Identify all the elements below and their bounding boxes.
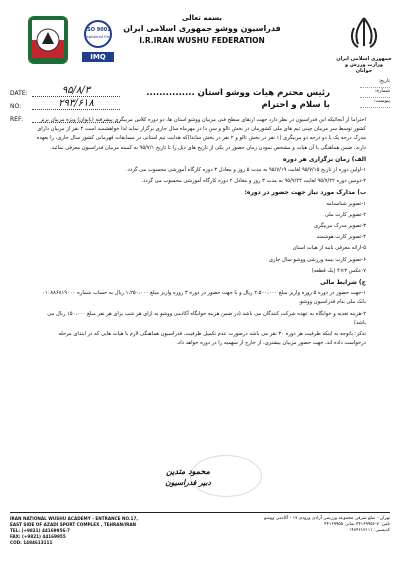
footer-en-line: COD: 1484613111	[10, 540, 53, 545]
section-c-item-1: ۱-جهت حضور در دوره ۵ روزه واریز مبلغ ۲،۵۰۰،۰۰۰ ریال و با جهت حضور در دوره ۳ روزه واریز مبلغ ۱،۲۵۰،۰۰۰ ریال به حساب شماره ۰۱۰۸۸۶۸۱۹۰۰۰ بانک ملی بنام فدراسیون ووشو.	[42, 290, 366, 306]
imq-label: IMQ	[90, 53, 106, 61]
footer-divider	[10, 512, 390, 513]
footer-en-line: TEL: (+9821) 44169956-7	[10, 528, 70, 533]
date-value: ۹۵/۸/۳	[32, 85, 120, 97]
footer-fa-line: تلفن: ۷-۴۴۱۶۹۹۵۶ نمابر: ۴۴۱۶۹۹۵۵	[324, 522, 390, 527]
section-b-item: ۵-ارائه معرفی نامه از هیات استان	[292, 245, 366, 252]
signer-name: محمود متدین	[166, 466, 210, 476]
signature-block	[128, 466, 248, 487]
section-b-heading: ب) مدارک مورد نیاز جهت حضور در دوره:	[244, 189, 366, 197]
section-c-heading: ج) شرایط مالی	[320, 279, 366, 287]
letter-recipient: رئیس محترم هیات ووشو استان ...............	[146, 88, 330, 98]
section-b-item: ۱-تصویر شناسنامه	[326, 200, 366, 207]
section-a-item-2: ۲-دومین دوره ۹۵/۷/۲۲ لغایت ۹۵/۷/۲۴ به مدت ۳ روز و معادل ۲ دوره کارگاه آموزشی محسوب می گردد.	[141, 178, 366, 185]
letter-body	[36, 116, 366, 350]
iso-certification-logo	[78, 18, 118, 66]
attachment-label-fa: پیوست:	[360, 98, 390, 108]
letter-greeting: با سلام و احترام	[261, 100, 330, 110]
ministry-emblem	[336, 14, 392, 74]
iso-sub: Registered Firm	[84, 35, 112, 39]
wushu-federation-logo	[24, 14, 72, 70]
ministry-country: جمهوری اسلامی ایران	[336, 56, 392, 62]
section-c-item-2: ۲-هزینه تغذیه و خوابگاه به عهده شرکت کنندگان می باشد.(در ضمن هزینه خوابگاه آکادمی ووشو به ازای هر شب برای هر نفر مبلغ ۱۵۰،۰۰۰ ریال می باشد)	[47, 310, 366, 326]
section-b-item: ۴-تصویر کارت هوشمند	[316, 234, 366, 241]
bismillah: بسمه تعالی	[181, 14, 223, 22]
footer-address-fa	[190, 516, 390, 534]
federation-name-en: I.R.IRAN WUSHU FEDERATION	[139, 36, 265, 45]
ministry-name: وزارت ورزش و جوانان	[345, 62, 383, 74]
footer-en-line: IRAN NATIONAL WUSHU ACADEMY - ENTRANCE NO.17,	[10, 516, 138, 521]
section-a-heading: الف) زمان برگزاری هر دوره	[282, 155, 366, 163]
footer-fa-line: کدپستی: ۱۴۸۴۶۱۳۱۱۱	[349, 528, 390, 533]
footer-address-en	[10, 516, 180, 546]
section-b-item: ۳-تصویر مدرک مربیگری	[314, 223, 366, 230]
section-b-item: ۲-تصویر کارت ملی	[324, 211, 366, 218]
footer-en-line: FAX: (+9821) 44169955	[10, 534, 66, 539]
intro-paragraph: احتراما از آنجائیکه این فدراسیون در نظر دارد جهت ارتقای سطح فنی مربیان ووشو استان ها، دو دوره کلاس مربیگری پیشرفته (بانوان) ویژه مربیان برتر کشور توسط سر مربیان چینی تیم های ملی کشورمان در بخش تالو و سن دا در مهرماه سال جاری برگزار نماید لذا خواهشمند است ۴ نفر از مربیان دارای مدرک درجه یک یا دو درجه دو مربیگری (۱ نفر در بخش تالو و ۲ نفر در بخش ساندا)که هدایت تیم استانی در مسابقات قهرمانی کشور سال جاری، را بعهده دارند، ضمن هماهنگی با آن هیات و مشخص نمودن زمان حضور در یکی از تاریخ های ذیل را تا تاریخ ۹۵/۷/۱ به کمیته مربیان فدراسیون معرفی نمائید.	[36, 117, 366, 151]
footer-fa-line: تهران - ضلع شرقی مجموعه ورزشی آزادی ورودی ۱۷ - آکادمی ووشو	[264, 516, 390, 521]
letter-meta-fa	[360, 78, 390, 108]
date-label-fa: تاریخ:	[360, 78, 390, 88]
number-label: NO:	[10, 103, 22, 110]
section-a-item-1: ۱-اولین دوره از تاریخ ۹۵/۷/۱۵ لغایت ۹۵/۷/۱۹ به مدت ۵ روز و معادل ۳ دوره کارگاه آموزشی محسوب می گردد.	[125, 167, 366, 174]
number-value: ۲۹۳/۶۱۸	[32, 98, 120, 110]
section-b-item: ۶-تصویر کارت بیمه ورزشی ووشو سال جاری	[269, 256, 366, 263]
federation-name-fa: فدراسیون ووشو جمهوری اسلامی ایران	[123, 24, 281, 33]
number-label-fa: شماره:	[360, 88, 390, 98]
iso-label: ISO 9001	[85, 27, 111, 33]
signer-title: دبیر فدراسیون	[165, 478, 211, 487]
footer-en-line: EAST SIDE OF AZADI SPORT COMPLEX , TEHRAN/IRAN	[10, 522, 137, 527]
letterhead	[118, 14, 286, 45]
ref-label: REF:	[10, 116, 23, 123]
note-paragraph: تذکر: باتوجه به اینکه ظرفیت هر دوره ۳۰ نفر می باشد درصورت عدم تکمیل ظرفیت، فدراسیون هماهنگی لازم با هیات هایی که در ابتدای مرحله درخواست داده اند، جهت حضور مربیان بیشتری، از خارج از سهمیه را در دوره خواهد داد.	[58, 331, 366, 347]
date-label: DATE:	[10, 90, 28, 97]
section-b-item: ۷-عکس ۳×۴ (یک قطعه)	[311, 267, 366, 274]
